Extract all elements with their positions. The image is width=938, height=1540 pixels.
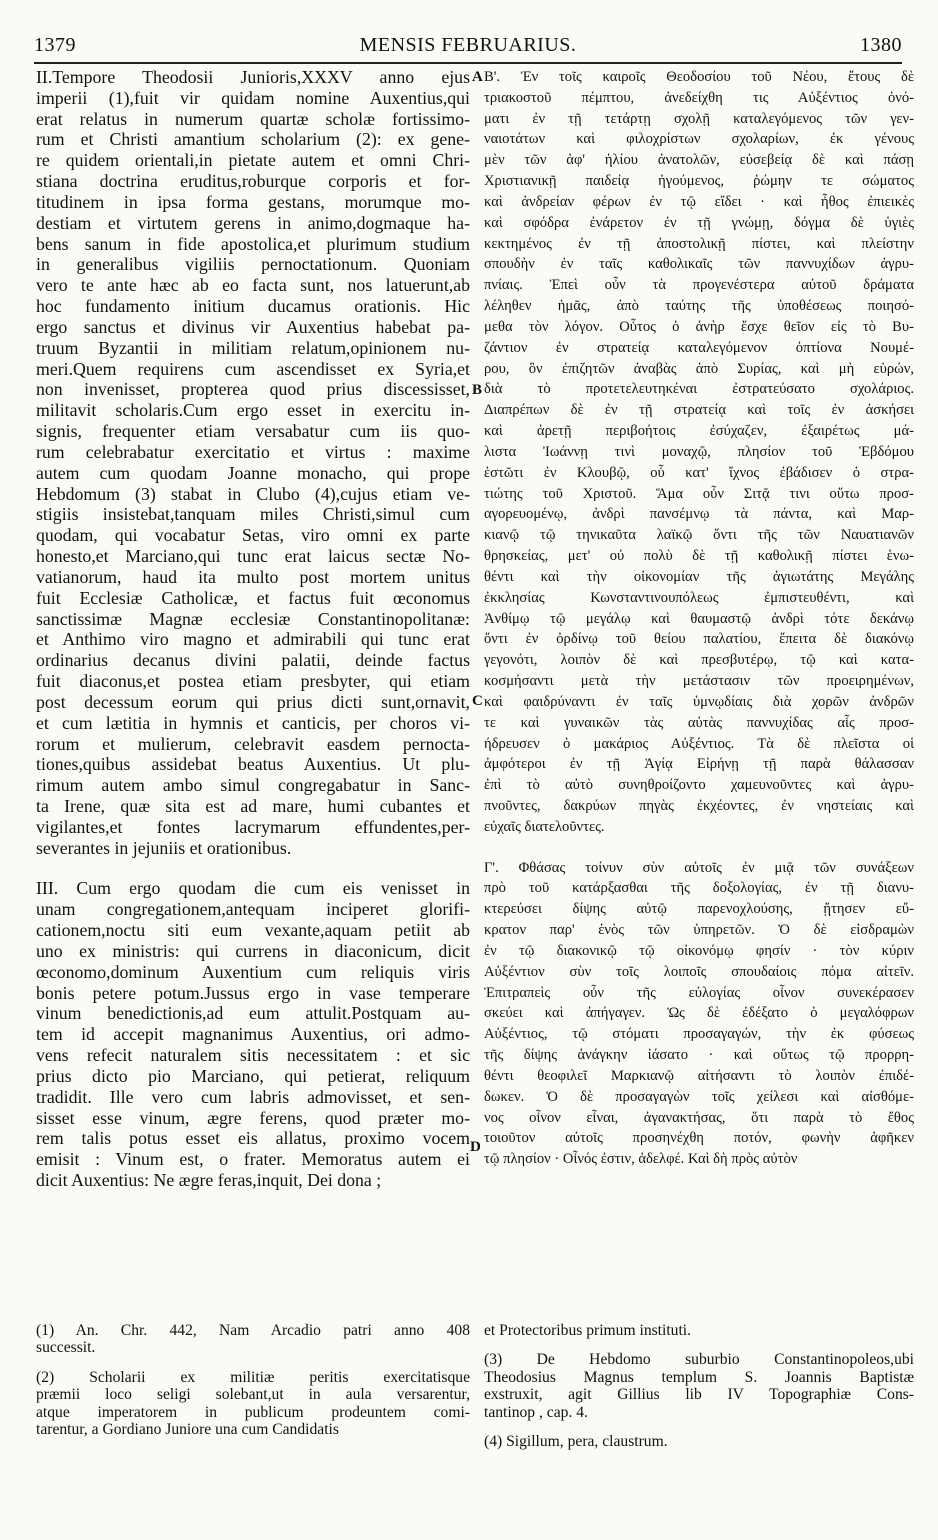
greek-text-line: ἐπὶ τὸ αὐτὸ συνηθροίζοντο χαμευνοῦντες καὶ ἀγρυ- <box>484 777 914 794</box>
greek-text-line: ρου, ὃν ἐπιζητῶν ἀναβὰς ἀπὸ Συρίας, καὶ μὴ εὑρών, <box>484 360 914 377</box>
greek-text-line: αγορευομένῳ, ἀνδρὶ πανσέμνῳ τὰ πάντα, καὶ Μαρ- <box>484 506 914 523</box>
latin-text-line: vinum benedictionis,ad eum attulit.Postquam au- <box>36 1003 470 1024</box>
greek-text-line: ἀμφότεροι ἐν τῇ Ἁγίᾳ Εἰρήνῃ τῇ παρὰ θάλασσαν <box>484 756 914 773</box>
latin-text-line: autem cum quodam Joanne monacho, qui prope <box>36 462 470 483</box>
greek-text-line: λέληθεν ἡμᾶς, ἀπὸ ταύτης τῆς ὑποθέσεως ποιησό- <box>484 298 914 315</box>
latin-text-line: hoc fundamento initium ducamus orationis. Hic <box>36 296 470 317</box>
greek-text-line: τῷ πλησίον · Οἶνός ἐστιν, ἀδελφέ. Καὶ δὴ πρὸς αὐτὸν <box>484 1151 798 1168</box>
latin-text-line: III. Cum ergo quodam die cum eis venisset in <box>36 878 470 899</box>
latin-text-line: prius dicto pio Marciano, qui petierat, reliquum <box>36 1065 470 1086</box>
greek-text-line: δωκεν. Ὁ δὲ προσαγαγὼν τοῖς χείλεσι καὶ αἰσθόμε- <box>484 1088 914 1105</box>
latin-text-line: rorum et mulierum, celebravit easdem pernocta- <box>36 733 470 754</box>
latin-text-line: vatianorum, haud ita multo post mortem unitus <box>36 566 470 587</box>
footnotes-left <box>36 1322 470 1522</box>
greek-text-line: τε καὶ γυναικῶν τὰς αὐτὰς παννυχίδας αἷς προσ- <box>484 714 914 731</box>
margin-letter-a: A <box>472 69 483 85</box>
latin-text-line: bens sanum in fide apostolica,et plurimum studium <box>36 233 470 254</box>
greek-text-line: τιώτης τοῦ Χριστοῦ. Ἅμα οὖν Σιτᾷ τινι οὕτω προσ- <box>484 485 914 502</box>
greek-text-line: ἑστῶτι ἐν Κλουβῷ, οὗ κατ' ἴχνος ἐβάδισεν ὁ στρα- <box>484 464 914 481</box>
greek-text-line: κιανῷ τῷ τηνικαῦτα λαϊκῷ ὄντι τῆς τῶν Ναυατιανῶν <box>484 527 914 544</box>
latin-text-line: rem talis potus esset eis allatus, proximo vocem <box>36 1128 470 1149</box>
latin-text-line: severantes in jejuniis et orationibus. <box>36 837 292 858</box>
greek-text-line: Ἀνθίμῳ τῷ μεγάλῳ καὶ θαυμαστῷ ἀνδρὶ τότε δεκάνῳ <box>484 610 914 627</box>
page-number-left: 1379 <box>34 34 76 56</box>
latin-text-line: quodam, qui vocabatur Setas, viro omni ex parte <box>36 525 470 546</box>
latin-text-line: rum celebrabatur exercitatio et virtus : maxime <box>36 441 470 462</box>
greek-text-line: Ἐπιτραπεὶς οὖν τῆς εὐλογίας οἶνον συνεκέρασεν <box>484 984 914 1001</box>
running-title: MENSIS FEBRUARIUS. <box>359 34 577 56</box>
latin-text-line: stiana doctrina eruditus,roburque corporis et for- <box>36 171 470 192</box>
latin-text-line: et Anthimo viro magno et admirabili qui tunc erat <box>36 629 470 650</box>
latin-text-line: rimum autem ambo simul congregabatur in Sanc- <box>36 775 470 796</box>
latin-text-line: non invenisset, propterea quod prius discessisset, <box>36 379 470 400</box>
footnote-line: tantinop , cap. 4. <box>484 1403 588 1421</box>
greek-text-line: ματι ἐν τῇ τετάρτῃ σχολῇ καταλεγόμενος τῶν γεν- <box>484 110 914 127</box>
latin-text-line: dicit Auxentius: Ne ægre feras,inquit, Dei dona ; <box>36 1170 382 1191</box>
greek-text-line: εὐχαῖς διατελοῦντες. <box>484 818 605 835</box>
footnote-line: (3) De Hebdomo suburbio Constantinopoleos,ubi <box>484 1351 914 1369</box>
greek-text-line: θρησκείας, μετ' οὐ πολὺ δὲ τῇ καθολικῇ πίστει ἑνω- <box>484 548 914 565</box>
latin-text-line: sisset esse vinum, ægre ferens, quod præter mo- <box>36 1107 470 1128</box>
latin-text-line: post decessum eorum qui prius dicti sunt,ornavit, <box>36 691 470 712</box>
footnote-line: atque imperatorem in publicum prodeuntem comi- <box>36 1403 470 1421</box>
greek-text-line: Χριστιανικῇ παιδείᾳ ἡγούμενος, ῥώμην τε σώματος <box>484 173 914 190</box>
running-header <box>34 34 902 60</box>
greek-text-line: κεκτημένος ἐν τῇ ἀποστολικῇ πίστει, καὶ πλείστην <box>484 235 914 252</box>
latin-text-line: erat relatus in numerum quartæ scholæ fortissimo- <box>36 108 470 129</box>
footnotes-right <box>484 1322 914 1522</box>
greek-text-line: ἐν τῷ διακονικῷ τῷ οἰκονόμῳ φησίν · τὸν κύριν <box>484 942 914 959</box>
latin-text-line: rum et Christi amantium scholarium (2): ex gene- <box>36 129 470 150</box>
latin-column <box>36 67 470 1315</box>
greek-text-line: Γ'. Φθάσας τοίνυν σὺν αὐτοῖς ἐν μιᾷ τῶν συνάξεων <box>484 859 914 876</box>
paragraph-gap <box>484 1421 914 1433</box>
latin-text-line: fuit Ecclesiæ Catholicæ, et factus fuit œconomus <box>36 587 470 608</box>
paragraph-gap <box>36 1357 470 1369</box>
greek-text-line: σκεύει καὶ ἀπήγαγεν. Ὡς δὲ ἐδέξατο ὁ μεγαλόφρων <box>484 1005 914 1022</box>
latin-text-line: meri.Quem requirens cum ascendisset ex Syria,et <box>36 358 470 379</box>
latin-text-line: et cum lætitia in hymnis et canticis, per choros vi- <box>36 712 470 733</box>
greek-text-line: λιστα Ἰωάννῃ τινὶ μοναχῷ, πλησίον τοῦ Ἑβδόμου <box>484 443 914 460</box>
greek-text-line: γεγονότι, λοιπὸν δὲ καὶ πρεσβυτέρῳ, τῷ καὶ κατα- <box>484 652 914 669</box>
greek-text-line: τριακοστοῦ πέμπτου, ἀνεδείχθη τις Αὐξέντιος ὀνό- <box>484 89 914 106</box>
latin-text-line: unam congregationem,antequam inciperet glorifi- <box>36 899 470 920</box>
greek-text-line: ήδρευσεν ὁ μακάριος Αὐξέντιος. Τὰ δὲ πλεῖστα οἱ <box>484 735 914 752</box>
footnote-line: (2) Scholarii ex militiæ peritis exercitatisque <box>36 1368 470 1386</box>
greek-text-line: κρατον παρ' ἑνὸς τῶν ὑπηρετῶν. Ὁ δὲ εἰσδραμὼν <box>484 922 914 939</box>
greek-text-line: σπουδὴν ἐν ταῖς καθολικαῖς τῶν παννυχίδων ἀγρυ- <box>484 256 914 273</box>
greek-text-line: μεθα τὸν λόγον. Οὗτος ὁ ἀνὴρ ἔσχε θεῖον εἰς τὸ Βυ- <box>484 318 914 335</box>
greek-text-line: μὲν τῶν ἀφ' ἡλίου ἀνατολῶν, εὐσεβείᾳ δὲ καὶ πάσῃ <box>484 152 914 169</box>
greek-text-line: κτερεύσει δίψης αὐτῷ παρενοχλούσης, ᾔτησεν εὔ- <box>484 901 914 918</box>
greek-text-line: Αὐξέντιος, τῷ στόματι προσαγαγών, τὴν ἐκ φύσεως <box>484 1026 914 1043</box>
footnote-line: et Protectoribus primum instituti. <box>484 1322 692 1339</box>
greek-text-line: διὰ τὸ προτετελευτηκέναι ἐστρατεύσατο σχολάριος. <box>484 381 914 398</box>
latin-text-line: œconomo,dominum Auxentium cum reliquis viris <box>36 961 470 982</box>
greek-text-line: ζάντιον ἐν στρατείᾳ καταλεγόμενον ὀπτίονα Νουμέ- <box>484 339 914 356</box>
footnote-line: Theodosius Magnus templum S. Joannis Baptistæ <box>484 1368 914 1386</box>
latin-text-line: titudinem in ipsa forma gestans, morumque mo- <box>36 191 470 212</box>
footnote-line: (1) An. Chr. 442, Nam Arcadio patri anno 408 <box>36 1322 470 1339</box>
page-number-right: 1380 <box>860 34 902 56</box>
greek-text-line: τῆς δίψης ἀνάγκην ἰάσατο · καὶ οὕτως τῷ προρρη- <box>484 1047 914 1064</box>
latin-text-line: II.Tempore Theodosii Junioris,XXXV anno ejus <box>36 67 470 87</box>
header-rule <box>34 62 902 64</box>
greek-text-line: καὶ ἀνδρείαν φέρων ἐν τῷ εἴδει · καὶ ἦθος ἐπιεικὲς <box>484 193 914 210</box>
latin-text-line: vero te ante hæc ab eo facta sunt, nos latuerunt,ab <box>36 275 470 296</box>
latin-text-line: ergo sanctus et divinus vir Auxentius habebat pa- <box>36 316 470 337</box>
paragraph-gap <box>36 858 470 878</box>
latin-text-line: honesto,et Marciano,qui tunc erat laicus sectæ No- <box>36 546 470 567</box>
margin-letter-c: C <box>472 693 483 709</box>
footnote-line: (4) Sigillum, pera, claustrum. <box>484 1432 668 1450</box>
latin-text-line: truum Byzantii in militiam relatum,opinionem nu- <box>36 337 470 358</box>
latin-text-line: signis, frequenter etiam versabatur cum iis quo- <box>36 421 470 442</box>
latin-text-line: militavit scholaris.Cum ergo esset in exercitu in- <box>36 400 470 421</box>
latin-text-line: tradidit. Ille vero cum labris admovisset, et sen- <box>36 1086 470 1107</box>
paragraph-gap <box>484 1339 914 1351</box>
latin-text-line: vens refecit naturalem sitis necessitatem : et sic <box>36 1045 470 1066</box>
greek-text-line: τοιοῦτον αὐτοῖς προσηνέχθη ποτόν, φωνὴν ἀφῆκεν <box>484 1130 914 1147</box>
greek-text-line: καὶ φαιδρύναντι ἐν ταῖς ὑμνῳδίαις διὰ χορῶν ἀνδρῶν <box>484 693 914 710</box>
greek-text-line: νος οἶνον εἶναι, ἀγανακτήσας, ὅτι παρὰ τὸ ἔθος <box>484 1109 914 1126</box>
greek-text-line: καὶ ἀρετῇ περιβοήτοις ἐσύχαζεν, ἐξαιρέτως μά- <box>484 423 914 440</box>
margin-letter-b: B <box>472 382 483 398</box>
greek-text-line: Β'. Ἐν τοῖς καιροῖς Θεοδοσίου τοῦ Νέου, ἔτους δὲ <box>484 69 914 85</box>
greek-text-line: Διαπρέπων δὲ ἐν τῇ στρατείᾳ καὶ τοῖς ἐν ἀσκήσει <box>484 402 914 419</box>
greek-text-line: ἐκκλησίας Κωνσταντινουπόλεως ἐμπιστευθέντι, καὶ <box>484 589 914 606</box>
latin-text-line: sanctissimæ Magnæ ecclesiæ Constantinopolitanæ: <box>36 608 470 629</box>
greek-text-line: θέντι καὶ τὴν οἰκονομίαν τῆς ἁγιωτάτης Μεγάλης <box>484 568 914 585</box>
footnote-line: successit. <box>36 1339 96 1357</box>
latin-text-line: tem id accepit magnanimus Auxentius, ori admo- <box>36 1024 470 1045</box>
greek-text-line: κοσμήσαντι μετὰ τὴν μετάστασιν τῶν προειρημένων, <box>484 673 914 690</box>
greek-column <box>484 67 914 1315</box>
latin-text-line: in generalibus vigiliis pernoctationum. Quoniam <box>36 254 470 275</box>
footnote-line: exstruxit, agit Gillius lib IV Topographiæ Cons- <box>484 1386 914 1404</box>
footnote-line: præmii loco seligi solebant,ut in aula versarentur, <box>36 1386 470 1404</box>
latin-text-line: cationem,noctu siti eum vexante,aquam petiit ab <box>36 920 470 941</box>
latin-text-line: vigilantes,et fontes lacrymarum effundentes,per- <box>36 816 470 837</box>
latin-text-line: re quidem orientali,in pietate autem et omni Chri- <box>36 150 470 171</box>
greek-text-line: θέντι θεοφιλεῖ Μαρκιανῷ αἰτήσαντι τὸ λοιπὸν ἐπιδέ- <box>484 1067 914 1084</box>
latin-text-line: stigiis insistebat,tanquam miles Christi,simul cum <box>36 504 470 525</box>
latin-text-line: imperii (1),fuit vir quidam nomine Auxentius,qui <box>36 87 470 108</box>
greek-text-line: ναιοτάτων καὶ φιλοχρίστων σχολαρίων, ἐκ γένους <box>484 131 914 148</box>
greek-text-line: πνοῦντες, δακρύων πηγὰς ἐκχέοντες, ἐν νηστείαις καὶ <box>484 797 914 814</box>
greek-text-line: καὶ σφόδρα ἐνάρετον ἐν τῇ γνώμῃ, δόγμα δὲ ὑγιὲς <box>484 214 914 231</box>
margin-letter-d: D <box>470 1139 481 1155</box>
latin-text-line: ordinarius decanus divini palatii, deinde factus <box>36 650 470 671</box>
latin-text-line: ta Irene, quæ sita est ad mare, humi cubantes et <box>36 795 470 816</box>
latin-text-line: tiones,quibus assidebat beatus Auxentius. Ut plu- <box>36 754 470 775</box>
latin-text-line: Hebdomum (3) stabat in Clubo (4),cujus etiam ve- <box>36 483 470 504</box>
greek-text-line: Αὐξέντιον σὺν τοῖς λοιποῖς σπουδαίοις πόμα αἰτεῖν. <box>484 963 914 980</box>
greek-text-line: ὄντι ἐν ὀρδίνῳ τοῦ θείου παλατίου, ἔπειτα δὲ διακόνῳ <box>484 631 914 648</box>
greek-text-line: πρὸ τοῦ κατάρξασθαι τῆς δοξολογίας, ἐν τῇ διανυ- <box>484 880 914 897</box>
greek-text-line: πνίαις. Ἐπεὶ οὖν τὰ προγενέστερα αὐτοῦ δράματα <box>484 277 914 294</box>
paragraph-gap <box>484 838 914 858</box>
latin-text-line: bonis petere potum.Jussus ergo in vase temperare <box>36 982 470 1003</box>
footnote-line: tarentur, a Gordiano Juniore una cum Candidatis <box>36 1420 339 1438</box>
latin-text-line: fuit diaconus,et postea etiam presbyter, qui etiam <box>36 671 470 692</box>
latin-text-line: uno ex ministris: qui currens in diaconicum, dicit <box>36 940 470 961</box>
latin-text-line: destiam et virtutem gerens in animo,dogmaque ha- <box>36 212 470 233</box>
latin-text-line: emisit : Vinum est, o frater. Memoratus autem ei <box>36 1149 470 1170</box>
